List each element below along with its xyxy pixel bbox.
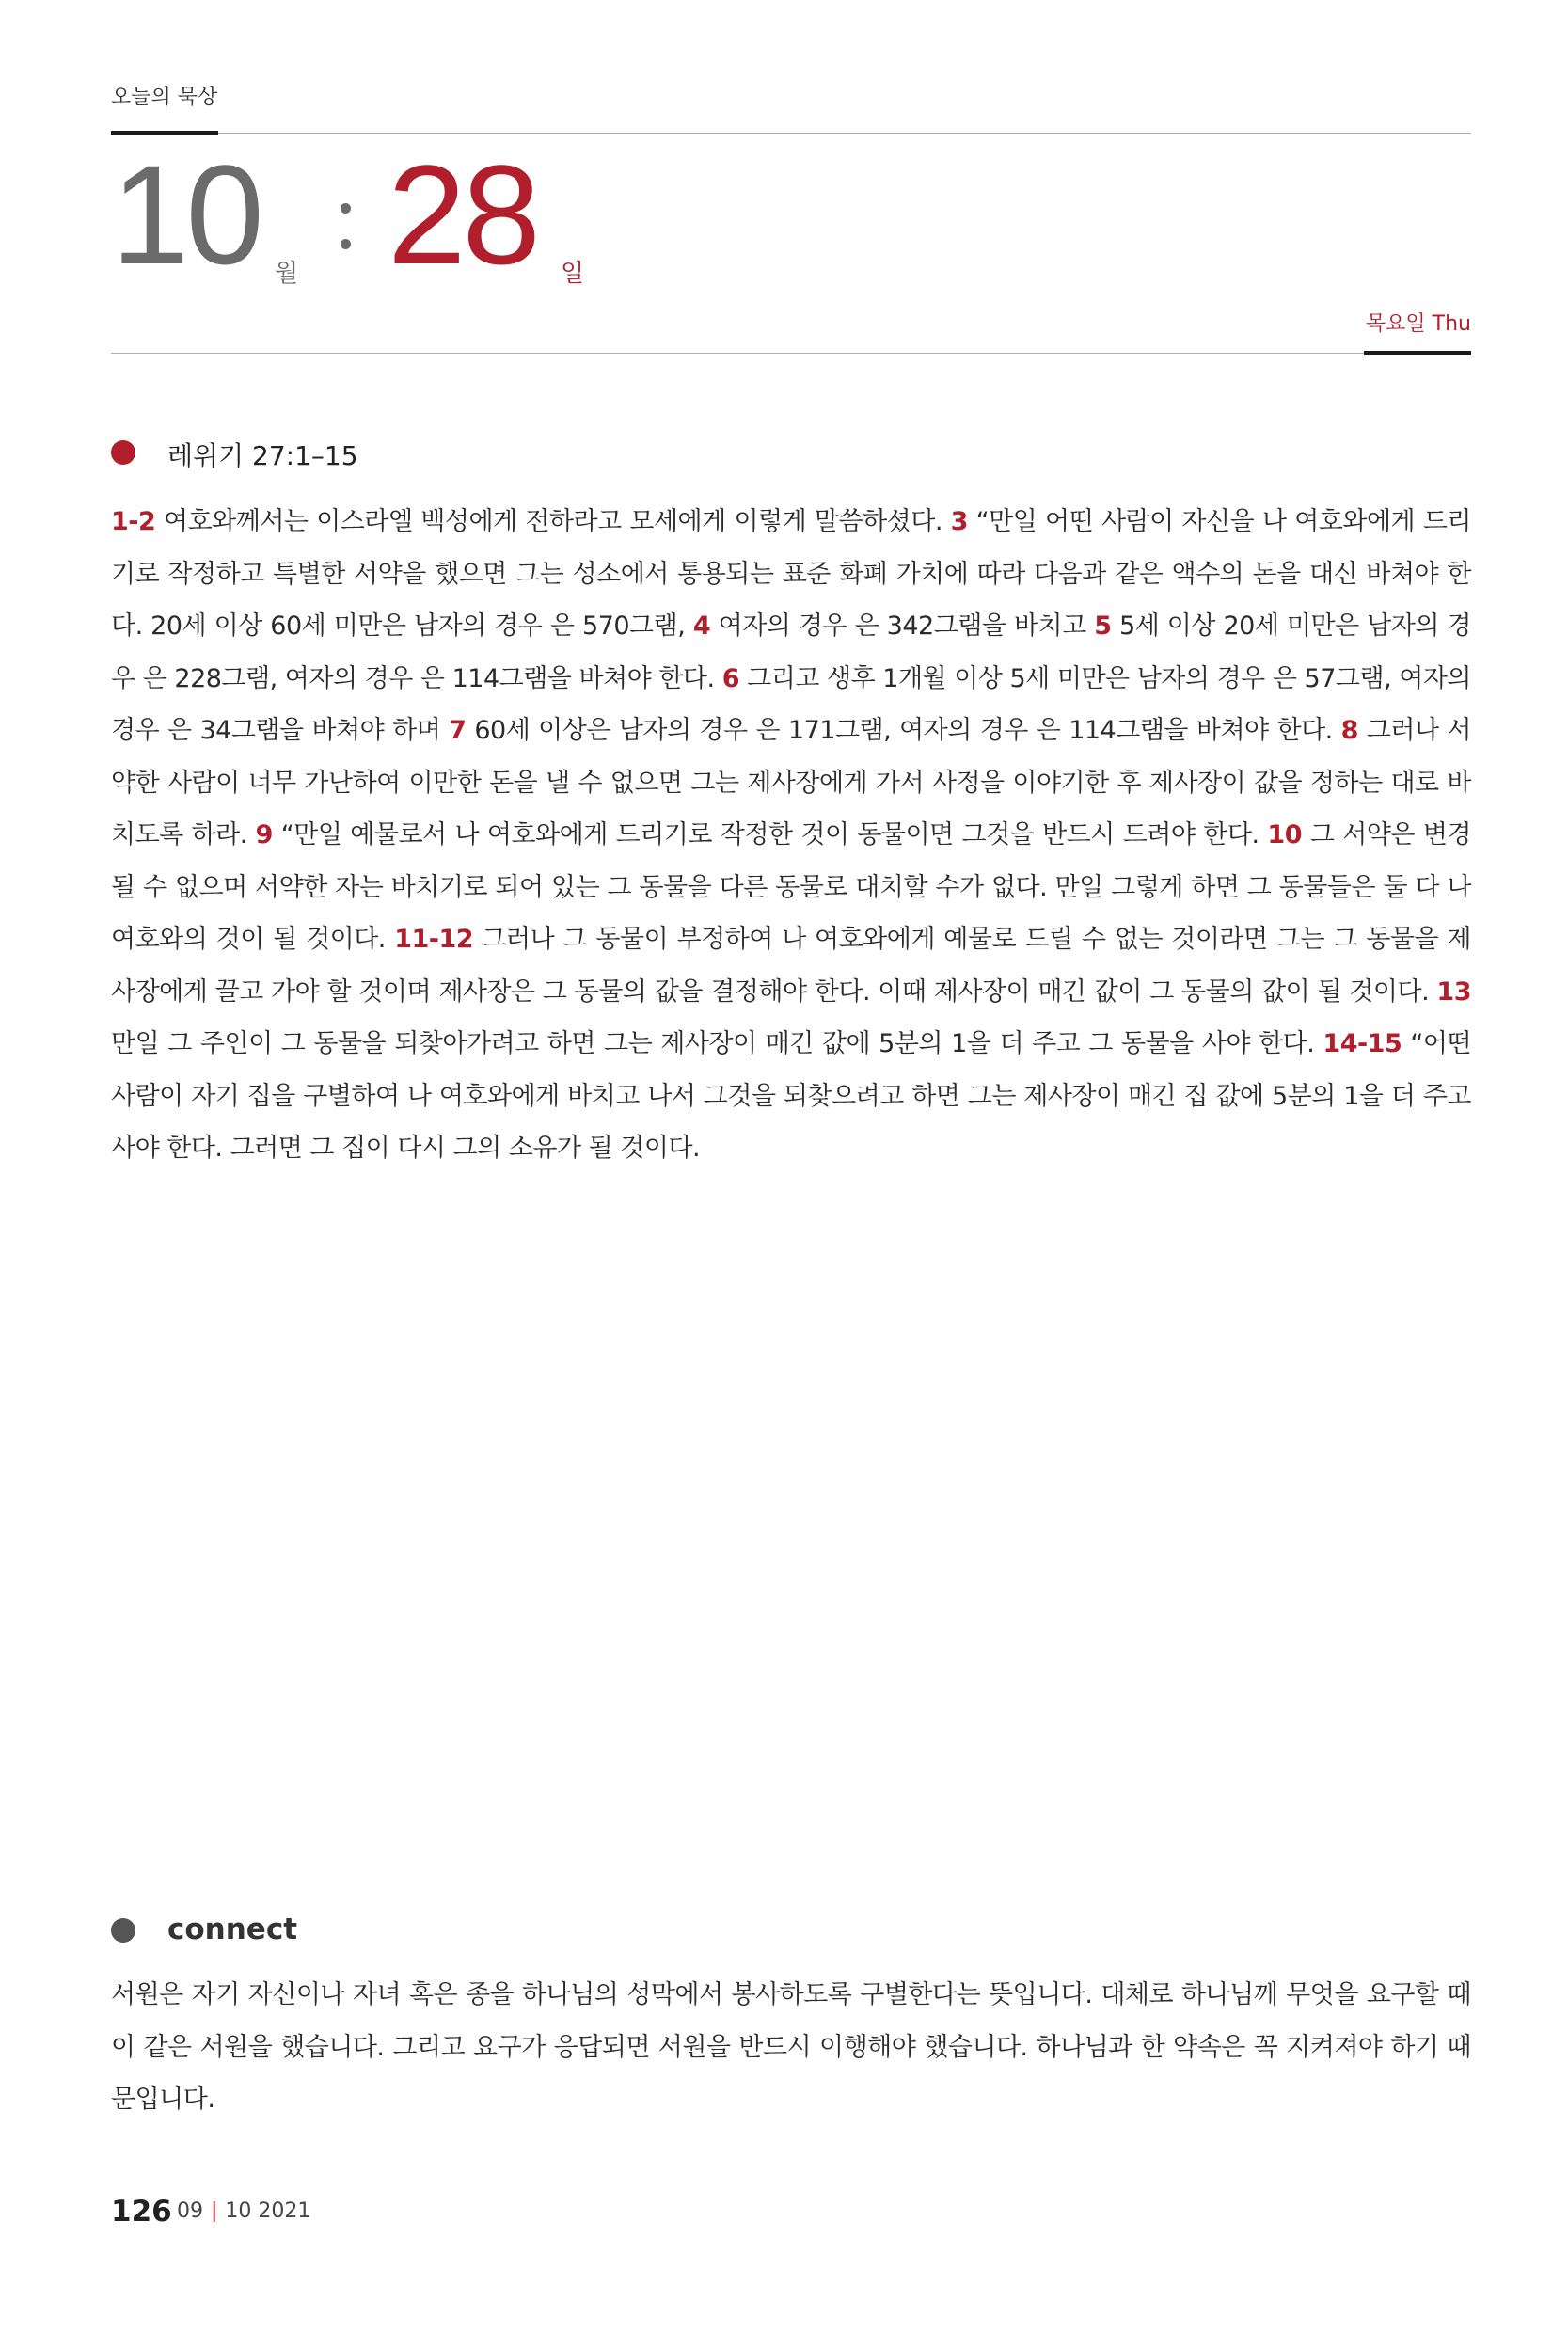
- page-number: 126: [111, 2195, 172, 2229]
- header-rule: [111, 133, 1471, 134]
- verse-text: “만일 예물로서 나 여호와에게 드리기로 작정한 것이 동물이면 그것을 반드시 드려야 한다.: [272, 820, 1268, 849]
- verse-text: “어떤 사람이 자기 집을 구별하여 나 여호와에게 바치고 나서 그것을 되찾으려고 하면 그는 제사장이 매긴 집 값에 5분의 1을 더 주고 사야 한다. 그러면 그 집이 다시 그의 소유가 될 것이다.: [111, 1029, 1471, 1163]
- date-rule: [111, 353, 1471, 354]
- scripture-text: [111, 496, 1471, 1175]
- verse-text: 그러나 서약한 사람이 너무 가난하여 이만한 돈을 낼 수 없으면 그는 제사장에게 가서 사정을 이야기한 후 제사장이 값을 정하는 대로 바치도록 하라.: [111, 716, 1471, 849]
- verse-text: 5세 이상 20세 미만은 남자의 경우 은 228그램, 여자의 경우 은 114그램을 바쳐야 한다.: [111, 611, 1472, 693]
- scripture-reference: 레위기 27:1–15: [167, 440, 358, 471]
- verse-text: 그리고 생후 1개월 이상 5세 미만은 남자의 경우 은 57그램, 여자의 경우 은 34그램을 바쳐야 하며: [111, 663, 1472, 745]
- date-rule-accent: [1364, 351, 1471, 355]
- verse-number: 5: [1094, 611, 1112, 641]
- verse-number: 4: [692, 611, 711, 641]
- verse-number: 3: [950, 507, 968, 536]
- verse-text: 만일 그 주인이 그 동물을 되찾아가려고 하면 그는 제사장이 매긴 값에 5분의 1을 더 주고 그 동물을 사야 한다.: [111, 1029, 1323, 1058]
- verse-text: 60세 이상은 남자의 경우 은 171그램, 여자의 경우 은 114그램을 바쳐야 한다.: [466, 716, 1341, 745]
- section-label: 오늘의 묵상: [111, 86, 218, 109]
- connect-bullet-icon: [111, 1918, 135, 1943]
- verse-number: 8: [1340, 716, 1358, 745]
- weekday-label: 목요일 Thu: [1365, 312, 1471, 336]
- issue-month: 09: [177, 2199, 203, 2223]
- connect-text: 서원은 자기 자신이나 자녀 혹은 종을 하나님의 성막에서 봉사하도록 구별한다는 뜻입니다. 대체로 하나님께 무엇을 요구할 때 이 같은 서원을 했습니다. 그리고 요구가 응답되면 서원을 반드시 이행해야 했습니다. 하나님과 한 약속은 꼭 지켜져야 하기 때문입니다.: [111, 1980, 1472, 2114]
- verse-text: 여자의 경우 은 342그램을 바치고: [710, 611, 1095, 641]
- date-colon-icon: [337, 192, 356, 267]
- day-unit: 일: [561, 260, 585, 288]
- verse-number: 1-2: [111, 507, 156, 536]
- verse-text: 그 서약은 변경될 수 없으며 서약한 자는 바치기로 되어 있는 그 동물을 다른 동물로 대치할 수가 없다. 만일 그렇게 하면 그 동물들은 둘 다 나 여호와의 것이 될 것이다.: [111, 820, 1471, 954]
- verse-text: 여호와께서는 이스라엘 백성에게 전하라고 모세에게 이렇게 말씀하셨다.: [155, 507, 951, 536]
- issue-separator: |: [211, 2199, 218, 2223]
- verse-number: 14-15: [1323, 1029, 1402, 1058]
- verse-number: 13: [1436, 976, 1471, 1007]
- header-rule-accent: [111, 131, 218, 135]
- month-unit: 월: [275, 260, 299, 288]
- issue-rest: 10 2021: [225, 2199, 311, 2223]
- verse-text: 그러나 그 동물이 부정하여 나 여호와에게 예물로 드릴 수 없는 것이라면 그는 그 동물을 제사장에게 끌고 가야 할 것이며 제사장은 그 동물의 값을 결정해야 한다. 이때 제사장이 매긴 값이 그 동물의 값이 될 것이다.: [111, 925, 1471, 1007]
- month-number: 10: [111, 135, 261, 294]
- verse-number: 10: [1267, 820, 1302, 849]
- verse-number: 6: [721, 663, 740, 693]
- day-number: 28: [388, 135, 537, 294]
- verse-number: 11-12: [394, 925, 474, 954]
- verse-number: 9: [255, 820, 273, 849]
- connect-title: connect: [167, 1912, 298, 1946]
- verse-text: “만일 어떤 사람이 자신을 나 여호와에게 드리기로 작정하고 특별한 서약을 했으면 그는 성소에서 통용되는 표준 화폐 가치에 따라 다음과 같은 액수의 돈을 대신 바쳐야 한다. 20세 이상 60세 미만은 남자의 경우 은 570그램,: [111, 507, 1472, 641]
- scripture-bullet-icon: [111, 440, 135, 465]
- verse-number: 7: [449, 716, 467, 745]
- issue-info: [177, 2199, 310, 2223]
